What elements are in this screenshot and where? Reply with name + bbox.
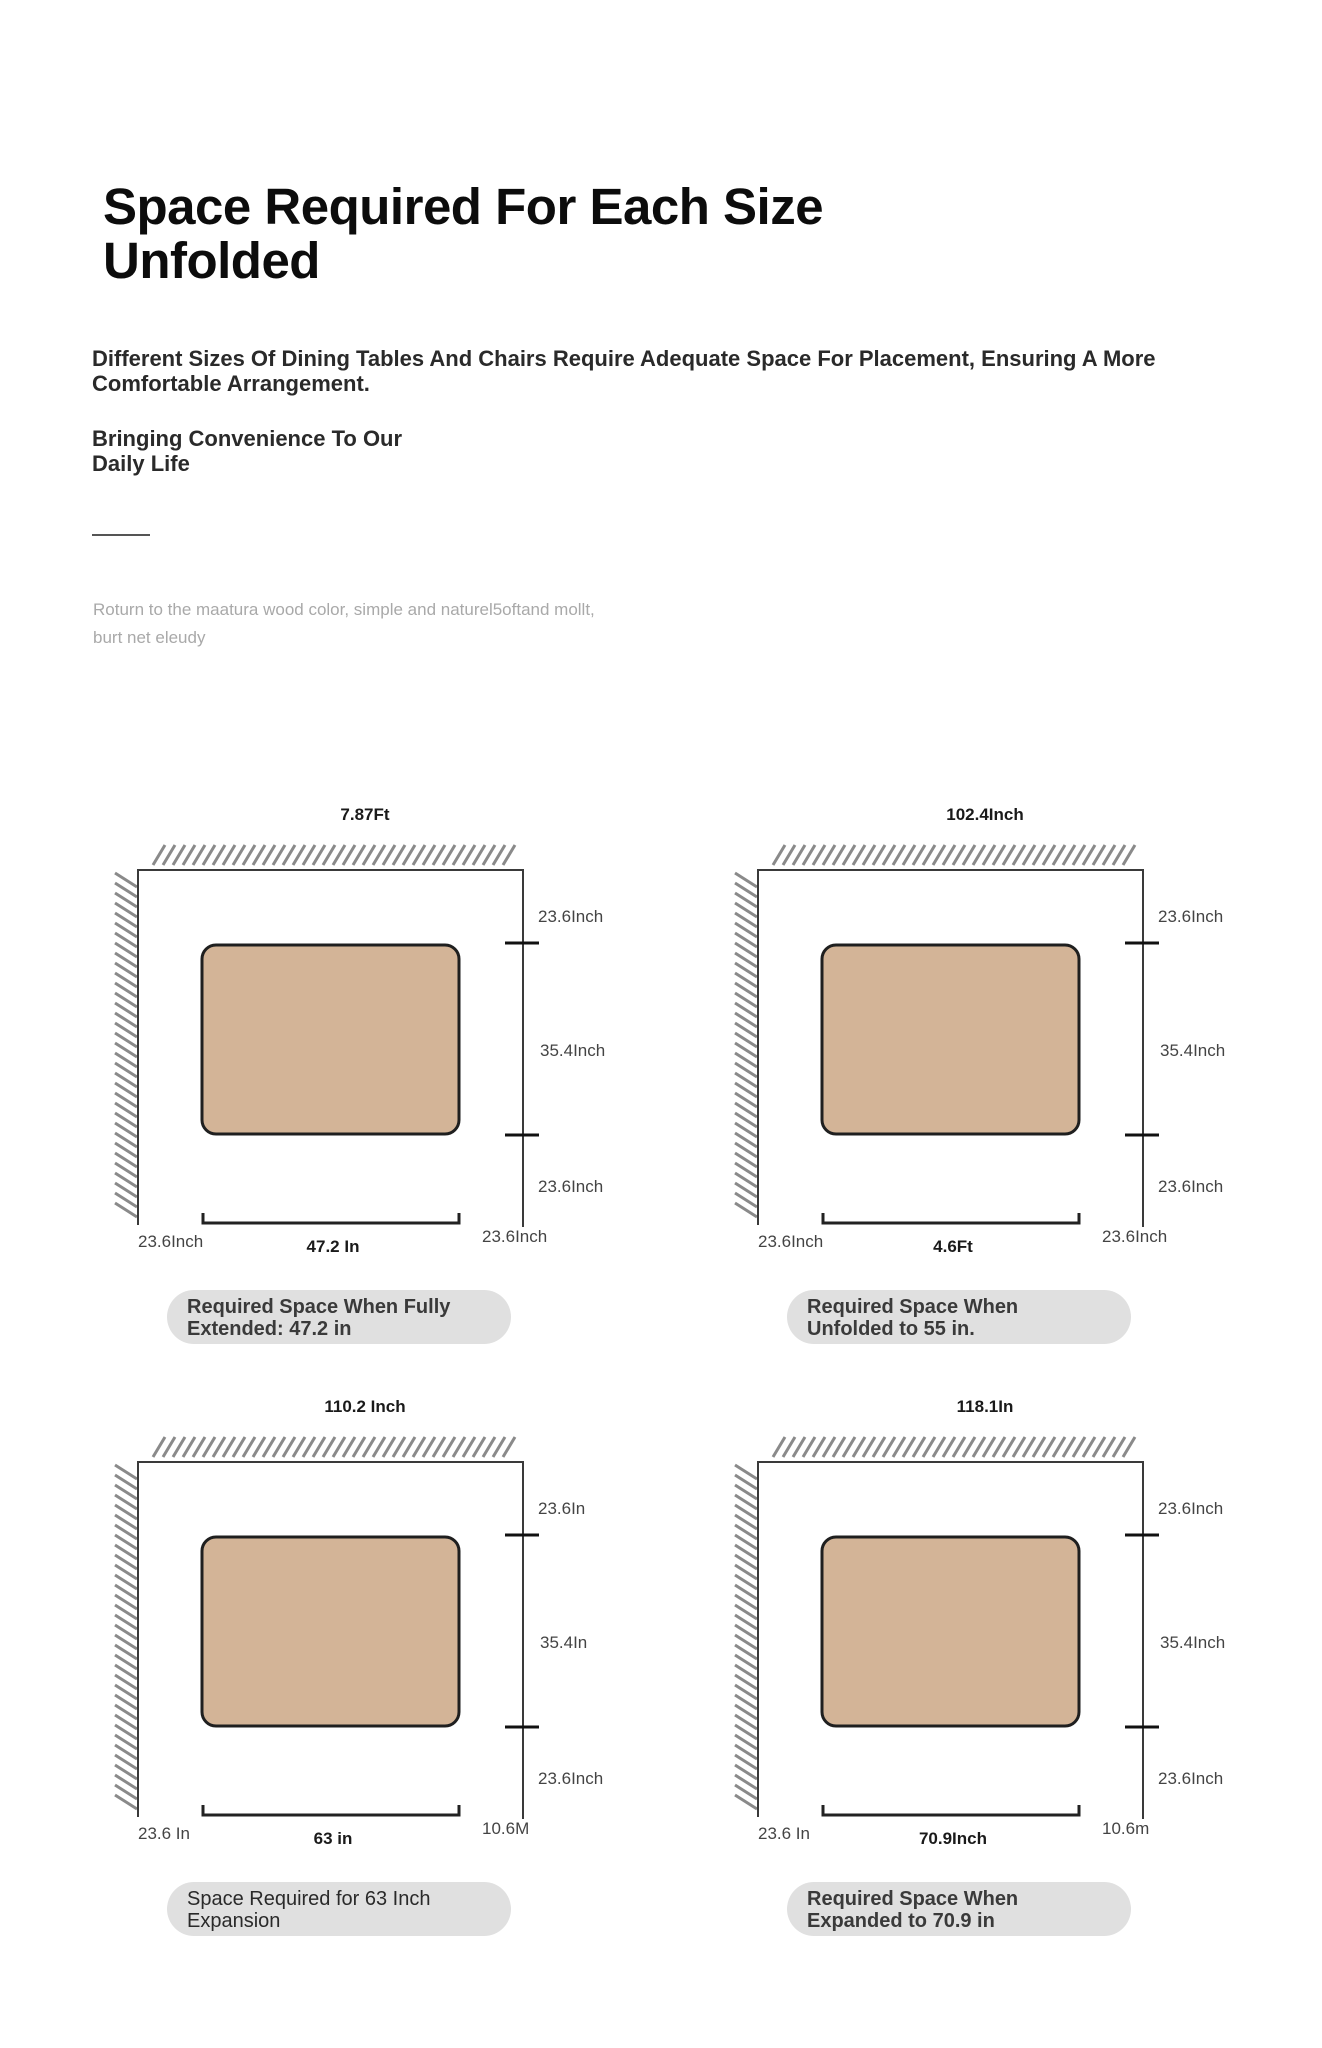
description-line-1: Roturn to the maatura wood color, simple and naturel5oftand mollt,	[93, 600, 595, 619]
left-wall-hatch	[735, 873, 757, 1217]
table-length-label: 47.2 In	[306, 1237, 360, 1256]
table-depth-label: 35.4Inch	[540, 1041, 606, 1060]
right-top-clearance-label: 23.6In	[538, 1499, 586, 1518]
space-diagram-1	[115, 805, 715, 1365]
left-clearance-label: 23.6 In	[758, 1824, 810, 1843]
top-wall-hatch	[773, 845, 1135, 865]
space-caption-badge	[787, 1882, 1131, 1936]
space-caption-badge	[167, 1290, 511, 1344]
floor-plan-drawing	[735, 1397, 1322, 1867]
left-clearance-label: 23.6Inch	[138, 1232, 204, 1251]
right-clearance-label: 23.6Inch	[1102, 1227, 1168, 1246]
title-line-2: Unfolded	[103, 232, 320, 289]
space-diagram-4	[735, 1397, 1322, 1957]
subtitle-text: Different Sizes Of Dining Tables And Chairs Require Adequate Space For Placement, Ensuring A More Comfortable Arrangement.	[92, 346, 1156, 396]
left-wall-hatch	[115, 1465, 137, 1809]
left-wall-hatch	[735, 1465, 757, 1809]
caption-line-1: Required Space When	[807, 1888, 1019, 1910]
caption-line-1: Required Space When Fully	[187, 1296, 451, 1318]
dining-table	[822, 1537, 1079, 1726]
table-length-dimension	[823, 1805, 1079, 1815]
dining-table	[822, 945, 1079, 1134]
floor-plan-drawing	[115, 1397, 715, 1867]
caption-line-2: Expansion	[187, 1910, 281, 1932]
caption-line-1: Required Space When	[807, 1296, 1019, 1318]
table-length-dimension	[203, 1805, 459, 1815]
description-text	[93, 596, 693, 652]
dining-table	[202, 1537, 459, 1726]
floor-plan-drawing	[115, 805, 715, 1275]
right-top-clearance-label: 23.6Inch	[1158, 1499, 1224, 1518]
right-bottom-clearance-label: 23.6Inch	[1158, 1769, 1224, 1788]
right-bottom-clearance-label: 23.6Inch	[1158, 1177, 1224, 1196]
caption-line-2: Unfolded to 55 in.	[807, 1318, 975, 1340]
right-top-clearance-label: 23.6Inch	[538, 907, 604, 926]
top-wall-hatch	[153, 1437, 515, 1457]
table-depth-label: 35.4In	[540, 1633, 588, 1652]
table-depth-label: 35.4Inch	[1160, 1041, 1226, 1060]
total-width-label: 102.4Inch	[946, 805, 1024, 824]
right-clearance-label: 10.6m	[1102, 1819, 1150, 1838]
top-wall-hatch	[773, 1437, 1135, 1457]
floor-plan-drawing	[735, 805, 1322, 1275]
table-length-label: 70.9Inch	[918, 1829, 988, 1848]
right-top-clearance-label: 23.6Inch	[1158, 907, 1224, 926]
total-width-label: 110.2 Inch	[324, 1397, 406, 1416]
caption-line-1: Space Required for 63 Inch	[187, 1888, 431, 1910]
total-width-label: 118.1In	[956, 1397, 1014, 1416]
tagline-line-1: Bringing Convenience To Our	[92, 426, 403, 451]
table-depth-label: 35.4Inch	[1160, 1633, 1226, 1652]
right-bottom-clearance-label: 23.6Inch	[538, 1177, 604, 1196]
total-width-label: 7.87Ft	[340, 805, 390, 824]
space-diagram-2	[735, 805, 1322, 1365]
space-caption-badge	[787, 1290, 1131, 1344]
table-length-label: 4.6Ft	[933, 1237, 973, 1256]
page-title	[103, 180, 823, 288]
space-diagram-3	[115, 1397, 715, 1957]
left-clearance-label: 23.6Inch	[758, 1232, 824, 1251]
dining-table	[202, 945, 459, 1134]
section-divider	[92, 534, 150, 536]
left-clearance-label: 23.6 In	[138, 1824, 190, 1843]
left-wall-hatch	[115, 873, 137, 1217]
title-line-1: Space Required For Each Size	[103, 178, 824, 235]
top-wall-hatch	[153, 845, 515, 865]
caption-line-2: Extended: 47.2 in	[187, 1318, 352, 1340]
right-clearance-label: 23.6Inch	[482, 1227, 548, 1246]
table-length-label: 63 in	[313, 1829, 353, 1848]
right-clearance-label: 10.6M	[482, 1819, 530, 1838]
table-length-dimension	[823, 1213, 1079, 1223]
caption-line-2: Expanded to 70.9 in	[807, 1910, 995, 1932]
tagline-line-2: Daily Life	[92, 451, 190, 476]
table-length-dimension	[203, 1213, 459, 1223]
description-line-2: burt net eleudy	[93, 628, 206, 647]
right-bottom-clearance-label: 23.6Inch	[538, 1769, 604, 1788]
tagline-text	[92, 426, 432, 476]
space-caption-badge	[167, 1882, 511, 1936]
